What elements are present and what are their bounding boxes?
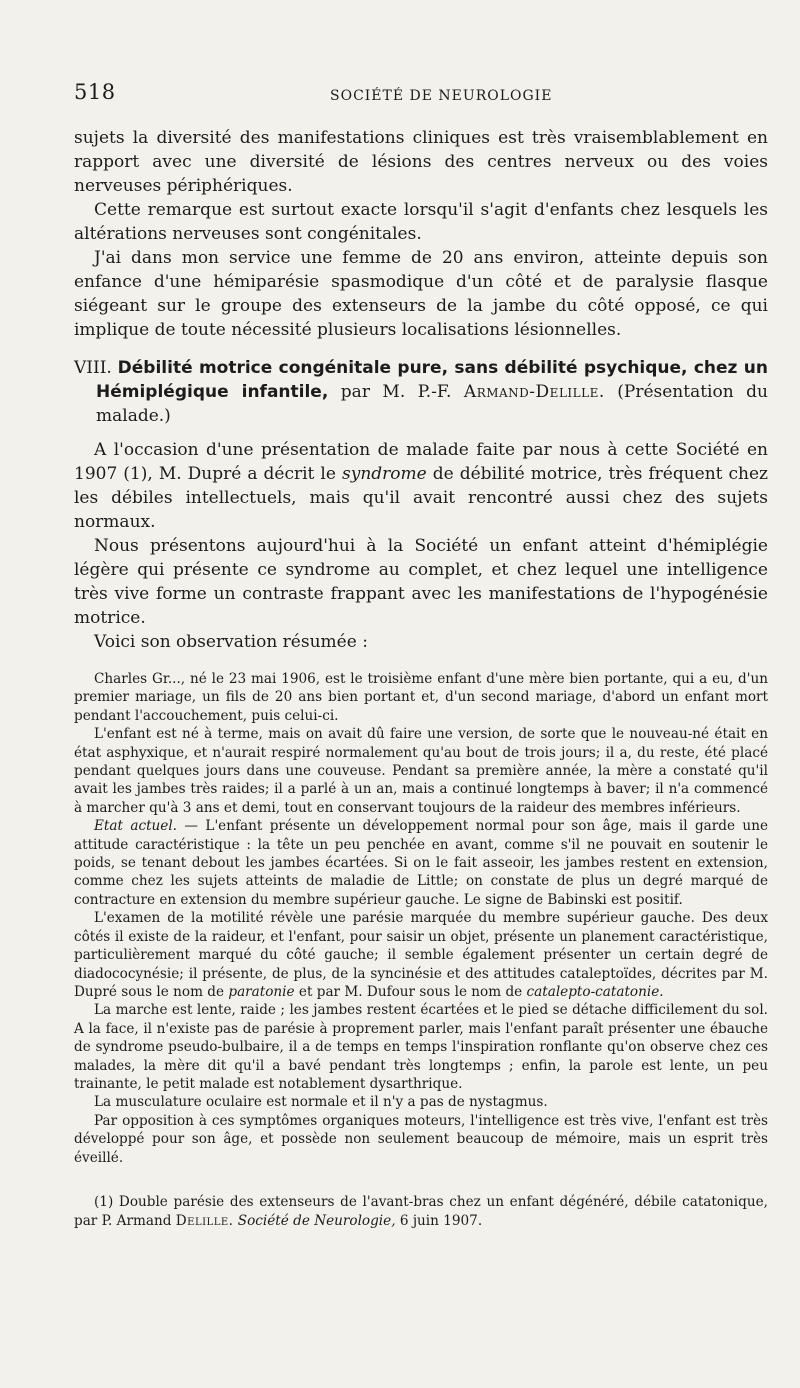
observation-paragraph [74,817,768,909]
section-note: (Présentation du malade.) [96,382,768,426]
paragraph-continuation: sujets la diversité des manifestations cliniques est très vraisemblablement en rapport avec une diversité de lésions des centres nerveux ou des voies nerveuses périphériques. [74,128,768,196]
italic-label: Etat actuel. [94,818,178,835]
observation-paragraph: Par opposition à ces symptômes organiques moteurs, l'intelligence est très vive, l'enfant est très développé pour son âge, et possède non seulement beaucoup de mémoire, mais un esprit très éveillé. [74,1112,768,1166]
footnote-journal: Société de Neurologie, [237,1212,396,1229]
observation-paragraph: Charles Gr..., né le 23 mai 1906, est le troisième enfant d'une mère bien portante, qui a eu, d'un premier mariage, un fils de 20 ans bien portant et, d'un second mariage, d'abord un enfant mort pendant l'accouchement, puis celui-ci. [74,671,768,724]
observation-paragraph: La musculature oculaire est normale et il n'y a pas de nystagmus. [94,1094,548,1111]
paragraph: Cette remarque est surtout exacte lorsqu'il s'agit d'enfants chez lesquels les altérations nerveuses sont congénitales. [74,200,768,244]
text-run: de débilité motrice, très fréquent chez les débiles intellectuels, mais qu'il avait rencontré aussi chez des sujets normaux. [74,464,769,532]
text-run: A l'occasion d'une présentation de malade faite par nous à cette Société en 1907 (1), M. Dupré a décrit le [74,440,768,484]
observation-paragraph: L'enfant est né à terme, mais on avait dû faire une version, de sorte que le nouveau-né était en état asphyxique, et n'aurait respiré normalement qu'au bout de trois jours; il a, du reste, été placé pendant quelques jours dans une couveuse. Pendant sa première année, la mère a constaté qu'il avait les jambes très raides; il a parlé à un an, mais a continué longtemps à baver; il n'a commencé à marcher qu'à 3 ans et demi, tout en conservant toujours de la raideur des membres inférieurs. [74,726,768,816]
section-title: Débilité motrice congénitale pure, sans débilité psychique, chez un Hémiplégique infantile, [96,358,768,402]
page-number: 518 [74,80,116,104]
section-author: Armand-Delille. [463,382,605,402]
page-body [74,126,768,1230]
paragraph: Nous présentons aujourd'hui à la Société un enfant atteint d'hémiplégie légère qui présente ce syndrome au complet, et chez lequel une intelligence très vive forme un contraste frappant avec les manifestations de l'hypogénésie motrice. [74,536,768,628]
italic-term: paratonie [228,983,295,1000]
paragraph: J'ai dans mon service une femme de 20 ans environ, atteinte depuis son enfance d'une hémiparésie spasmodique d'un côté et de paralysie flasque siégeant sur le groupe des extenseurs de la jambe du côté opposé, ce qui implique de toute nécessité plusieurs localisations lésionnelles. [74,248,768,340]
italic-term: syndrome [341,464,427,484]
italic-term: catalepto-catatonie. [526,983,664,1000]
text-run: Double parésie des extenseurs de l'avant-bras chez un enfant dégénéré, débile catatonique, par P. Armand [74,1193,768,1229]
section-heading [74,356,768,428]
text-run: et par M. Dufour sous le nom de [298,983,523,1000]
footnote [74,1193,768,1230]
footnote-author: Delille. [175,1212,234,1229]
running-title: SOCIÉTÉ DE NEUROLOGIE [330,88,553,104]
paragraph [74,438,768,534]
paragraph: Voici son observation résumée : [94,632,368,652]
section-number: VIII. [74,358,112,378]
text-run: L'examen de la motilité révèle une parésie marquée du membre supérieur gauche. Des deux côtés il existe de la raideur, et l'enfant, pour saisir un objet, présente un planement caractéristique, particulièrement marqué du côté gauche; il semble également présenter un certain degré de diadococynésie; il présente, de plus, de la syncinésie et des attitudes cataleptoïdes, décrites par M. Dupré sous le nom de [74,910,768,1000]
footnote-date: 6 juin 1907. [399,1212,483,1229]
section-byline: par M. P.-F. [340,382,452,402]
text-run: — L'enfant présente un développement normal pour son âge, mais il garde une attitude caractéristique : la tête un peu penchée en avant, comme s'il ne pouvait en soutenir le poids, se tenant debout les jambes écartées. Si on le fait asseoir, les jambes restent en extension, comme chez les sujets atteints de maladie de Little; on constate de plus un degré marqué de contracture en extension du membre supérieur gauche. Le signe de Babinski est positif. [74,818,768,908]
observation-paragraph: La marche est lente, raide ; les jambes restent écartées et le pied se détache difficilement du sol. A la face, il n'existe pas de parésie à proprement parler, mais l'enfant paraît présenter une ébauche de syndrome pseudo-bulbaire, il a de temps en temps l'inspiration ronflante qu'on observe chez ces malades, la mère dit qu'il a bavé pendant très longtemps ; enfin, la parole est lente, un peu trainante, le petit malade est notablement dysarthrique. [74,1002,768,1092]
page-header [74,80,774,110]
footnote-mark: (1) [94,1193,114,1210]
observation-paragraph [74,909,768,1001]
